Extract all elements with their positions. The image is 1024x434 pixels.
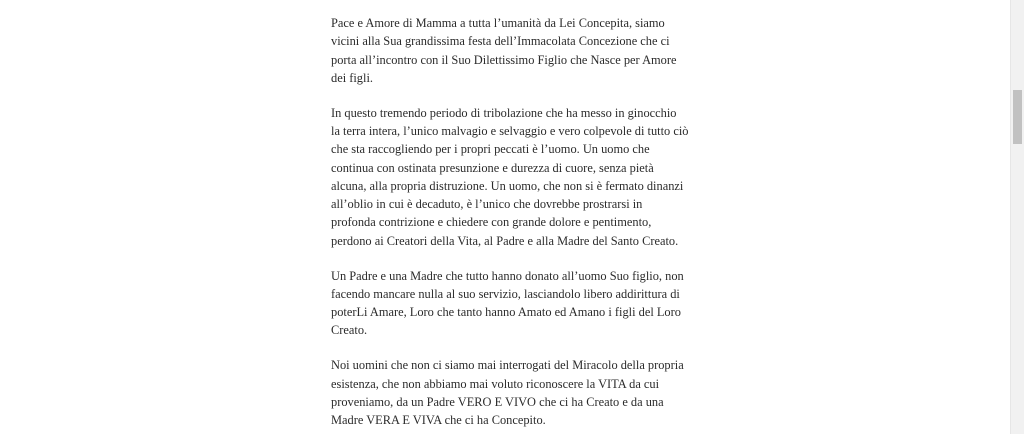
text-line: esistenza, che non abbiamo mai voluto riconoscere la VITA da cui	[331, 376, 660, 391]
paragraph-2	[331, 104, 693, 250]
text-line: Pace e Amore di Mamma a tutta l’umanità da Lei Concepita, siamo	[331, 16, 665, 30]
text-line: all’oblio in cui è decaduto, è l’unico che dovrebbe prostrarsi in	[331, 197, 643, 212]
text-line: Un Padre e una Madre che tutto hanno donato all’uomo Suo figlio, non	[331, 268, 684, 283]
text-line: porta all’incontro con il Suo Dilettissimo Figlio che Nasce per Amore	[331, 52, 677, 67]
text-line: Noi uomini che non ci siamo mai interrogati del Miracolo della propria	[331, 358, 684, 373]
scrollbar-thumb[interactable]	[1013, 90, 1022, 144]
paragraph-3	[331, 267, 693, 340]
text-line: Creato.	[331, 323, 368, 338]
paragraph-4	[331, 356, 693, 429]
text-line: Madre VERA E VIVA che ci ha Concepito.	[331, 413, 546, 428]
text-line: continua con ostinata presunzione e durezza di cuore, senza pietà	[331, 160, 654, 175]
text-line: alcuna, alla propria distruzione. Un uomo, che non si è fermato dinanzi	[331, 178, 684, 193]
text-line: proveniamo, da un Padre VERO E VIVO che ci ha Creato e da una	[331, 394, 664, 409]
text-line: poterLi Amare, Loro che tanto hanno Amato ed Amano i figli del Loro	[331, 305, 681, 320]
text-line: vicini alla Sua grandissima festa dell’Immacolata Concezione che ci	[331, 34, 670, 49]
paragraph-1	[331, 14, 693, 87]
article-body	[331, 14, 693, 434]
text-line: perdono ai Creatori della Vita, al Padre e alla Madre del Santo Creato.	[331, 233, 679, 248]
text-line: dei figli.	[331, 70, 373, 85]
text-line: In questo tremendo periodo di tribolazione che ha messo in ginocchio	[331, 105, 677, 120]
vertical-scrollbar[interactable]	[1010, 0, 1024, 434]
text-line: facendo mancare nulla al suo servizio, lasciandolo libero addirittura di	[331, 286, 680, 301]
text-line: la terra intera, l’unico malvagio e selvaggio e vero colpevole di tutto ciò	[331, 123, 689, 138]
text-line: profonda contrizione e chiedere con grande dolore e pentimento,	[331, 215, 652, 230]
text-line: che sta raccogliendo per i propri peccati è l’uomo. Un uomo che	[331, 142, 650, 157]
